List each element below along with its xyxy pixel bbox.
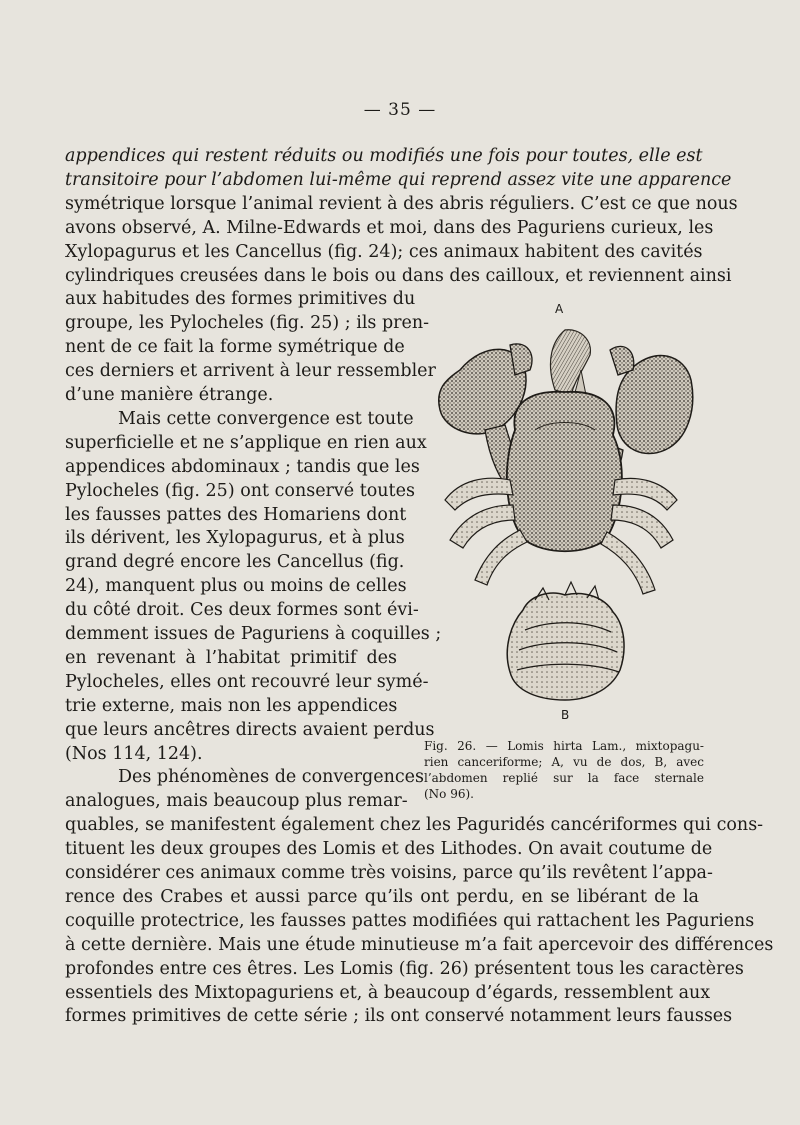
text-line: Des phénomènes de convergences bbox=[118, 767, 424, 788]
text-line: groupe, les Pylocheles (fig. 25) ; ils pren- bbox=[65, 313, 430, 334]
figure-label-a: A bbox=[555, 302, 564, 316]
caption-line: l’abdomen replié sur la face sternale bbox=[424, 771, 704, 785]
text-line: en revenant à l’habitat primitif des bbox=[65, 647, 397, 668]
text-line: trie externe, mais non les appendices bbox=[65, 695, 398, 716]
text-line: (Nos 114, 124). bbox=[65, 743, 203, 764]
text-line: Xylopagurus et les Cancellus (fig. 24); ces animaux habitent des cavités bbox=[65, 241, 703, 262]
text-line: les fausses pattes des Homariens dont bbox=[65, 504, 407, 525]
text-line: ils dérivent, les Xylopagurus, et à plus bbox=[65, 528, 405, 549]
text-line: Mais cette convergence est toute bbox=[118, 408, 414, 429]
text-line: appendices qui restent réduits ou modifiés une fois pour toutes, elle est bbox=[65, 146, 703, 166]
text-line: superficielle et ne s’applique en rien aux bbox=[65, 432, 427, 453]
caption-line: (No 96). bbox=[424, 787, 474, 801]
figure-26 bbox=[415, 300, 711, 740]
text-line: symétrique lorsque l’animal revient à des abris réguliers. C’est ce que nous bbox=[65, 193, 738, 214]
abdomen-view bbox=[507, 593, 624, 700]
caption-line: Fig. 26. — Lomis hirta Lam., mixtopagu- bbox=[424, 739, 704, 753]
text-line: grand degré encore les Cancellus (fig. bbox=[65, 552, 405, 573]
text-line: tituent les deux groupes des Lomis et des Lithodes. On avait coutume de bbox=[65, 839, 713, 860]
text-line: Pylocheles (fig. 25) ont conservé toutes bbox=[65, 480, 415, 501]
text-line: ces derniers et arrivent à leur ressembler bbox=[65, 361, 436, 382]
text-line: demment issues de Paguriens à coquilles ; bbox=[65, 624, 442, 644]
caption-line: rien canceriforme; A, vu de dos, B, avec bbox=[424, 755, 704, 769]
carapace bbox=[507, 392, 622, 551]
text-line: 24), manquent plus ou moins de celles bbox=[65, 576, 407, 597]
text-line: quables, se manifestent également chez les Paguridés cancériformes qui cons- bbox=[65, 815, 764, 836]
figure-caption bbox=[424, 738, 704, 802]
text-line: à cette dernière. Mais une étude minutieuse m’a fait apercevoir des différences bbox=[65, 934, 774, 955]
crab-illustration bbox=[415, 300, 711, 740]
text-line: transitoire pour l’abdomen lui-même qui reprend assez vite une apparence bbox=[65, 169, 732, 190]
text-line: d’une manière étrange. bbox=[65, 385, 274, 405]
text-line: rence des Crabes et aussi parce qu’ils ont perdu, en se libérant de la bbox=[65, 886, 699, 907]
text-line: formes primitives de cette série ; ils ont conservé notamment leurs fausses bbox=[65, 1006, 733, 1027]
text-line: appendices abdominaux ; tandis que les bbox=[65, 456, 420, 477]
text-line: essentiels des Mixtopaguriens et, à beaucoup d’égards, ressemblent aux bbox=[65, 982, 711, 1003]
page-number: — 35 — bbox=[363, 100, 437, 120]
figure-label-b: B bbox=[561, 708, 570, 722]
text-line: coquille protectrice, les fausses pattes modifiées qui rattachent les Paguriens bbox=[65, 910, 755, 931]
text-line: avons observé, A. Milne-Edwards et moi, dans des Paguriens curieux, les bbox=[65, 217, 714, 238]
text-line: analogues, mais beaucoup plus remar- bbox=[65, 791, 408, 812]
text-line: nent de ce fait la forme symétrique de bbox=[65, 337, 405, 358]
text-line: aux habitudes des formes primitives du bbox=[65, 289, 416, 310]
text-line: que leurs ancêtres directs avaient perdus bbox=[65, 719, 435, 740]
text-line: Pylocheles, elles ont recouvré leur symé- bbox=[65, 671, 429, 692]
text-line: du côté droit. Ces deux formes sont évi- bbox=[65, 600, 419, 621]
text-line: profondes entre ces êtres. Les Lomis (fig. 26) présentent tous les caractères bbox=[65, 958, 744, 979]
text-line: considérer ces animaux comme très voisins, parce qu’ils revêtent l’appa- bbox=[65, 863, 713, 883]
text-line: cylindriques creusées dans le bois ou dans des cailloux, et reviennent ainsi bbox=[65, 265, 732, 286]
